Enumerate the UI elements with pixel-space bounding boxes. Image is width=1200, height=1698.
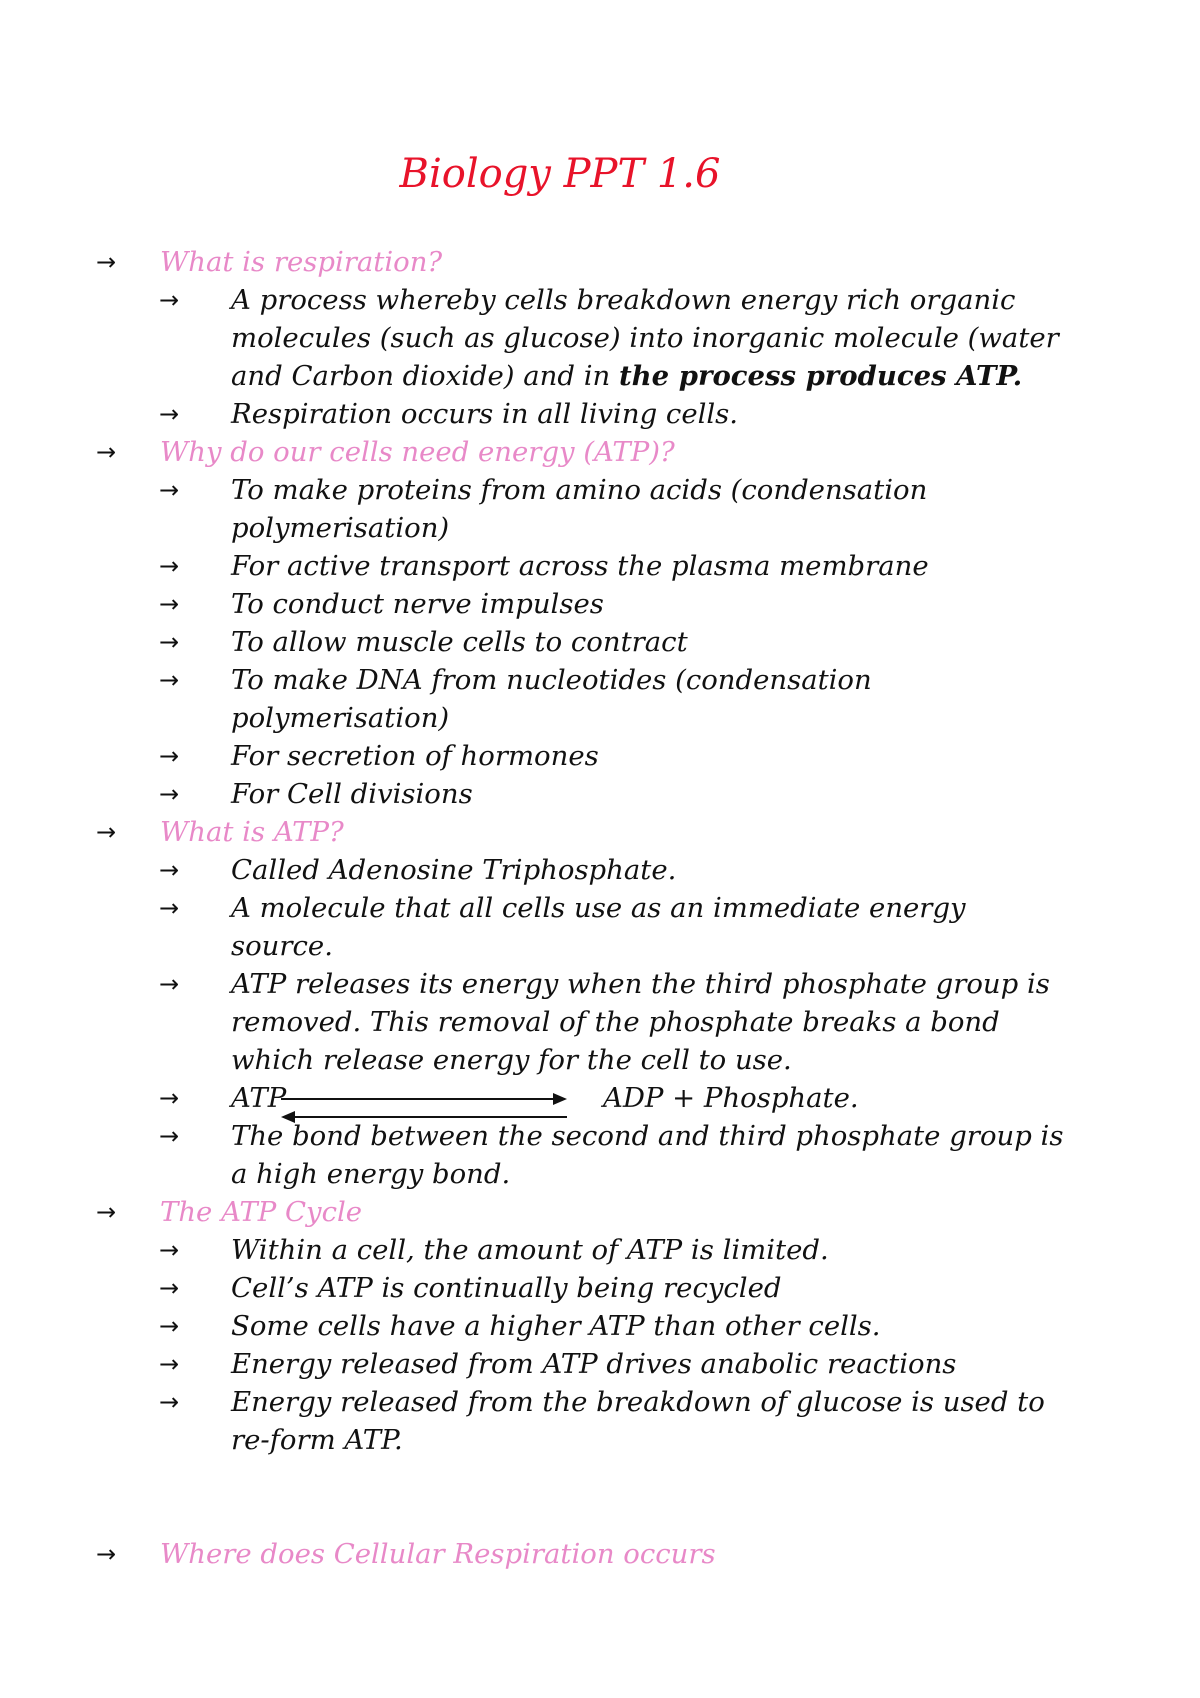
- right-arrow-icon: →: [159, 590, 180, 618]
- right-arrow-icon: →: [96, 1540, 117, 1568]
- right-arrow-icon: →: [96, 248, 117, 276]
- list-item-text: To conduct nerve impulses: [231, 588, 604, 620]
- list-item: [96, 471, 1076, 547]
- list-item: [96, 851, 1076, 889]
- list-item: [96, 623, 1076, 661]
- right-arrow-icon: →: [159, 1236, 180, 1264]
- list-item: [96, 547, 1076, 585]
- list-item-text: Some cells have a higher ATP than other cells.: [231, 1310, 881, 1342]
- list-item-text: Energy released from the breakdown of glucose is used to re-form ATP.: [231, 1386, 1045, 1456]
- list-item-text-start: A process whereby cells breakdown energy rich organic molecules (such as glucose) into inorganic molecule (water and Carbon dioxide) and in: [231, 284, 1059, 392]
- page-title: Biology PPT 1.6: [399, 151, 721, 197]
- list-item-text: [231, 284, 1059, 392]
- list-item-text: The bond between the second and third phosphate group is a high energy bond.: [231, 1120, 1064, 1190]
- blank-space: [96, 1459, 1076, 1535]
- list-item-text: Respiration occurs in all living cells.: [231, 398, 739, 430]
- right-arrow-icon: →: [159, 894, 180, 922]
- right-arrow-icon: →: [159, 856, 180, 884]
- right-arrow-icon: →: [159, 1084, 180, 1112]
- section-heading-where-respiration: [96, 1535, 1076, 1573]
- list-item-text: Called Adenosine Triphosphate.: [231, 854, 677, 886]
- right-arrow-icon: →: [159, 742, 180, 770]
- list-item-text: For secretion of hormones: [231, 740, 599, 772]
- right-arrow-icon: →: [159, 780, 180, 808]
- right-arrow-icon: →: [159, 1312, 180, 1340]
- right-arrow-icon: →: [96, 818, 117, 846]
- right-arrow-icon: →: [96, 1198, 117, 1226]
- list-item: [96, 281, 1076, 395]
- right-arrow-icon: →: [159, 1350, 180, 1378]
- right-arrow-icon: →: [159, 476, 180, 504]
- list-item-text: To make proteins from amino acids (condensation polymerisation): [231, 474, 928, 544]
- section-heading-energy-need: [96, 433, 1076, 471]
- list-item: [96, 661, 1076, 737]
- list-item: [96, 737, 1076, 775]
- bold-phrase: the process produces ATP.: [618, 360, 1023, 392]
- list-item-text: Cell’s ATP is continually being recycled: [231, 1272, 782, 1304]
- list-item-text: Energy released from ATP drives anabolic reactions: [231, 1348, 957, 1380]
- reaction-products: ADP + Phosphate.: [603, 1082, 859, 1114]
- heading-text: Where does Cellular Respiration occurs: [160, 1538, 716, 1570]
- list-item-text: ATP releases its energy when the third phosphate group is removed. This removal of the phosphate breaks a bond which release energy for the cell to use.: [231, 968, 1050, 1076]
- right-arrow-icon: →: [159, 1122, 180, 1150]
- right-arrow-icon: →: [96, 438, 117, 466]
- section-heading-atp-cycle: [96, 1193, 1076, 1231]
- list-item: [96, 1269, 1076, 1307]
- list-item: [96, 1307, 1076, 1345]
- right-arrow-icon: →: [159, 628, 180, 656]
- list-item-text: To make DNA from nucleotides (condensation polymerisation): [231, 664, 872, 734]
- section-heading-respiration: [96, 243, 1076, 281]
- list-item-reaction: [96, 1079, 1076, 1117]
- list-item: [96, 889, 1076, 965]
- right-arrow-icon: →: [159, 552, 180, 580]
- section-heading-what-is-atp: [96, 813, 1076, 851]
- list-item: [96, 965, 1076, 1079]
- list-item: [96, 1117, 1076, 1193]
- list-item: [96, 395, 1076, 433]
- list-item-text: A molecule that all cells use as an immediate energy source.: [231, 892, 966, 962]
- heading-text: What is respiration?: [160, 246, 443, 278]
- right-arrow-icon: →: [159, 666, 180, 694]
- heading-text: Why do our cells need energy (ATP)?: [160, 436, 675, 468]
- right-arrow-icon: →: [159, 970, 180, 998]
- list-item-text: To allow muscle cells to contract: [231, 626, 688, 658]
- heading-text: What is ATP?: [160, 816, 344, 848]
- list-item-text: For Cell divisions: [231, 778, 473, 810]
- reaction-reactant: ATP: [231, 1082, 287, 1114]
- reaction-equation: [231, 1079, 1076, 1117]
- document-body: [96, 243, 1076, 1573]
- right-arrow-icon: →: [159, 286, 180, 314]
- list-item: [96, 585, 1076, 623]
- list-item-text: Within a cell, the amount of ATP is limited.: [231, 1234, 829, 1266]
- list-item-text: For active transport across the plasma membrane: [231, 550, 929, 582]
- list-item: [96, 1345, 1076, 1383]
- right-arrow-icon: →: [159, 1274, 180, 1302]
- right-arrow-icon: →: [159, 400, 180, 428]
- heading-text: The ATP Cycle: [160, 1196, 363, 1228]
- list-item: [96, 1231, 1076, 1269]
- list-item: [96, 1383, 1076, 1459]
- list-item: [96, 775, 1076, 813]
- right-arrow-icon: →: [159, 1388, 180, 1416]
